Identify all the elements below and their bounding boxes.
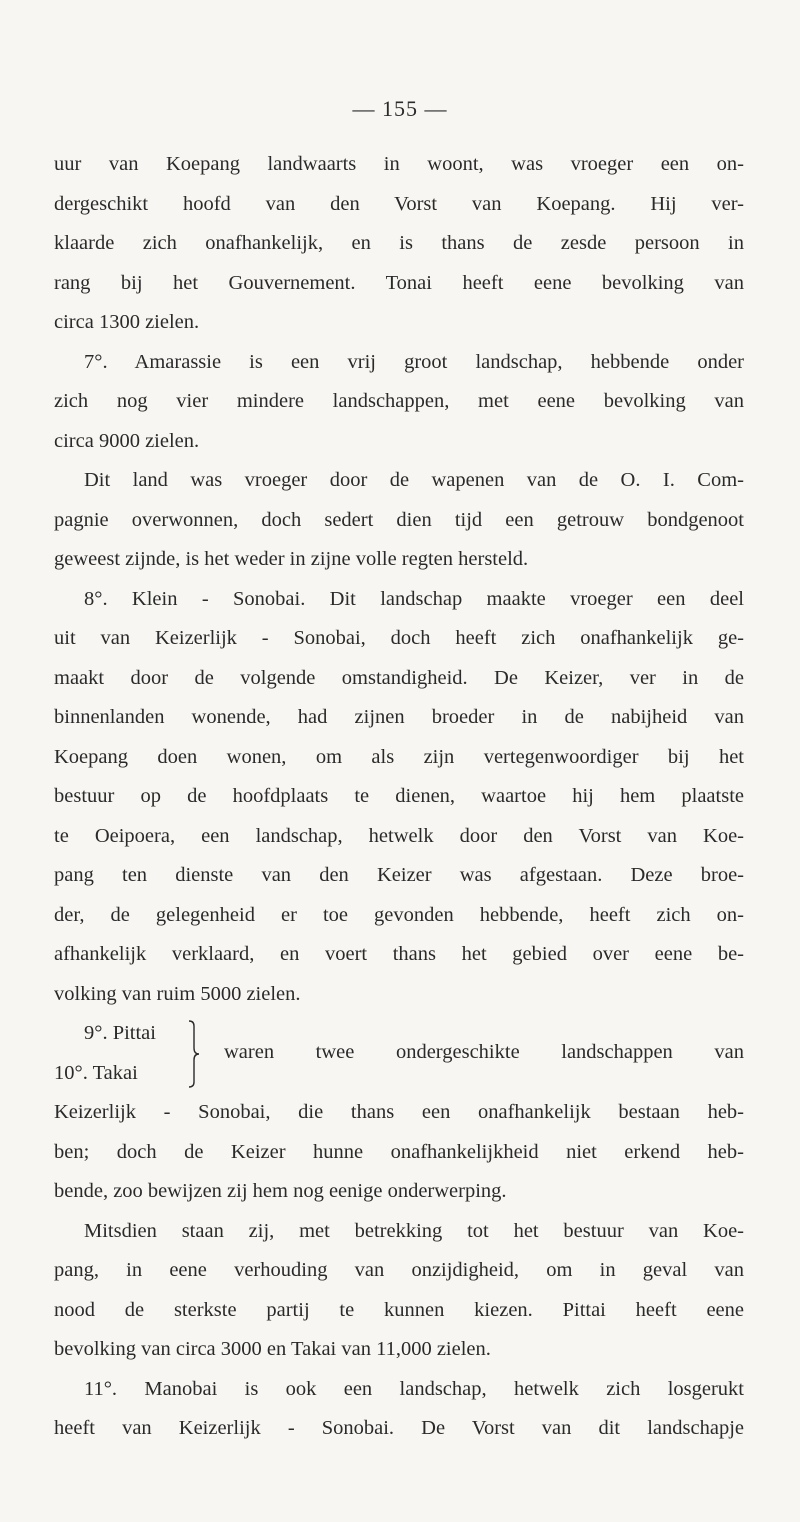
text-line: te Oeipoera, een landschap, hetwelk door den Vorst van Koe- xyxy=(54,824,744,847)
brace-group xyxy=(54,1014,744,1093)
text-line: Keizerlijk - Sonobai, die thans een onafhankelijk bestaan heb- xyxy=(54,1101,744,1123)
text-line: zich nog vier mindere landschappen, met eene bevolking van xyxy=(54,390,744,412)
text-line: 11°. Manobai is ook een landschap, hetwelk zich losgerukt xyxy=(84,1377,744,1400)
text-line: heeft van Keizerlijk - Sonobai. De Vorst van dit landschapje xyxy=(54,1417,744,1439)
text-line: circa 9000 zielen. xyxy=(54,429,200,452)
text-line: uur van Koepang landwaarts in woont, was vroeger een on- xyxy=(54,153,744,175)
text-line: pang ten dienste van den Keizer was afgestaan. Deze broe- xyxy=(54,864,744,886)
text-line: 7°. Amarassie is een vrij groot landschap, hebbende onder xyxy=(84,350,744,373)
text-line: volking van ruim 5000 zielen. xyxy=(54,982,301,1005)
text-line: rang bij het Gouvernement. Tonai heeft eene bevolking van xyxy=(54,271,744,294)
brace-text: waren twee ondergeschikte landschappen van xyxy=(224,1041,744,1063)
text-line: Mitsdien staan zij, met betrekking tot het bestuur van Koe- xyxy=(84,1219,744,1242)
text-line: bende, zoo bewijzen zij hem nog eenige onderwerping. xyxy=(54,1180,507,1202)
curly-brace-icon xyxy=(187,1020,201,1088)
text-line: Dit land was vroeger door de wapenen van de O. I. Com- xyxy=(84,469,744,491)
text-line: pagnie overwonnen, doch sedert dien tijd een getrouw bondgenoot xyxy=(54,508,744,531)
text-line: dergeschikt hoofd van den Vorst van Koepang. Hij ver- xyxy=(54,192,744,215)
text-line: Koepang doen wonen, om als zijn vertegenwoordiger bij het xyxy=(54,745,744,768)
text-line: der, de gelegenheid er toe gevonden hebbende, heeft zich on- xyxy=(54,903,744,926)
page-number: — 155 — xyxy=(352,96,448,121)
text-line: circa 1300 zielen. xyxy=(54,311,200,333)
text-line: ben; doch de Keizer hunne onafhankelijkheid niet erkend heb- xyxy=(54,1140,744,1163)
text-line: bevolking van circa 3000 en Takai van 11,000 zielen. xyxy=(54,1338,491,1360)
text-line: uit van Keizerlijk - Sonobai, doch heeft zich onafhankelijk ge- xyxy=(54,627,744,649)
text-line: 8°. Klein - Sonobai. Dit landschap maakte vroeger een deel xyxy=(84,587,744,610)
text-line: binnenlanden wonende, had zijnen broeder in de nabijheid van xyxy=(54,706,744,728)
item-pittai: 9°. Pittai xyxy=(84,1022,156,1044)
text-line: nood de sterkste partij te kunnen kiezen. Pittai heeft eene xyxy=(54,1298,744,1321)
text-line: pang, in eene verhouding van onzijdigheid, om in geval van xyxy=(54,1259,744,1281)
text-line: bestuur op de hoofdplaats te dienen, waartoe hij hem plaatste xyxy=(54,785,744,807)
text-line: klaarde zich onafhankelijk, en is thans de zesde persoon in xyxy=(54,232,744,254)
text-line: maakt door de volgende omstandigheid. De Keizer, ver in de xyxy=(54,666,744,689)
text-line: geweest zijnde, is het weder in zijne volle regten hersteld. xyxy=(54,548,529,570)
text-line: afhankelijk verklaard, en voert thans het gebied over eene be- xyxy=(54,943,744,965)
body-text xyxy=(54,145,744,1449)
item-takai: 10°. Takai xyxy=(54,1061,138,1084)
